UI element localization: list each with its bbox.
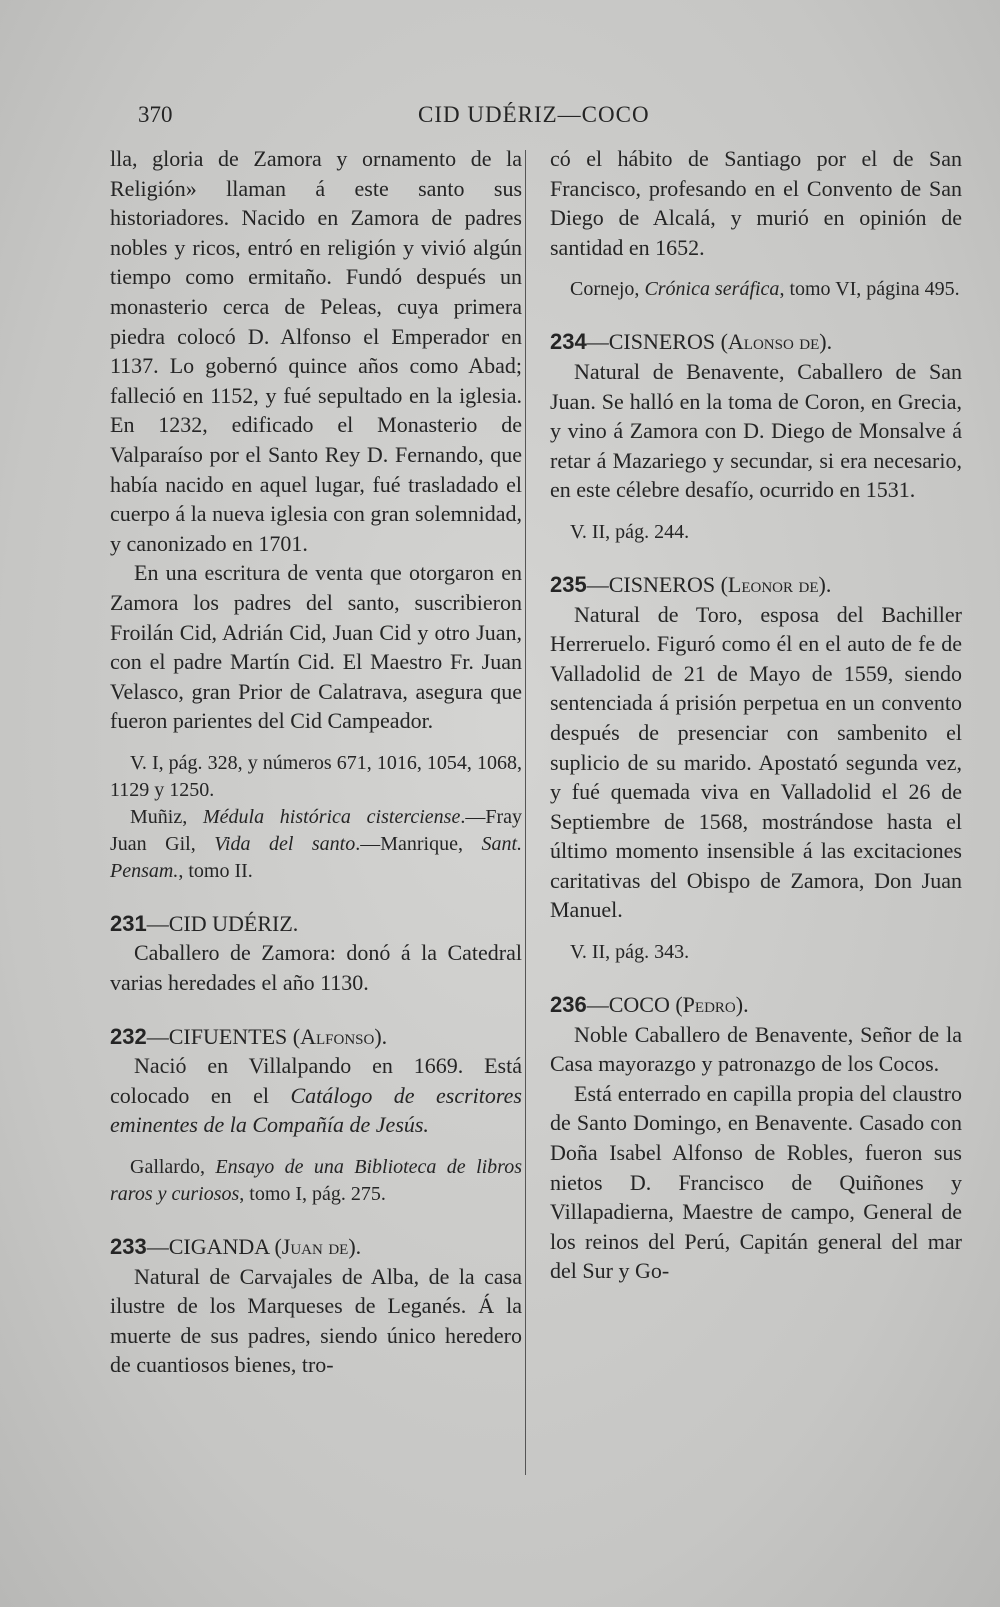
entry-heading-235: 235—CISNEROS (Leonor de). <box>550 571 832 597</box>
entry-text-232: Nació en Villalpando en 1669. Está colocado en el Catálogo de escritores eminentes de la Compañía de Jesús. <box>110 1053 522 1138</box>
entry-text-231: Caballero de Zamora: donó á la Catedral varias heredades el año 1130. <box>110 940 522 996</box>
paragraph: En una escritura de venta que otorgaron en Zamora los padres del santo, suscribieron Froilán Cid, Adrián Cid, Juan Cid y otro Juan, con el padre Martín Cid. El Maestro Fr. Juan Velasco, gran Prior de Calatrava, asegura que fueron parientes del Cid Campeador. <box>110 560 522 734</box>
paragraph-continued: có el hábito de Santiago por el de San Francisco, profesando en el Convento de San Diego de Alcalá, y murió en opinión de santidad en 1652. <box>550 146 962 260</box>
entry-heading-232: 232—CIFUENTES (Alfonso). <box>110 1023 388 1049</box>
reference-note: V. I, pág. 328, y números 671, 1016, 1054, 1068, 1129 y 1250. <box>110 751 522 801</box>
paragraph-continued: lla, gloria de Zamora y ornamento de la Religión» llaman á este santo sus historiadores. Nacido en Zamora de padres nobles y ricos, entró en religión y vivió algún tiempo como ermitaño. Fundó después un monasterio cerca de Peleas, cuya primera piedra colocó D. Alfonso el Emperador en 1137. Lo gobernó quince años como Abad; falleció en 1152, y fué sepultado en la iglesia. En 1232, edificado el Monasterio de Valparaíso por el Santo Rey D. Fernando, que había nacido en aquel lugar, fué trasladado el cuerpo á la nueva iglesia con gran solemnidad, y canonizado en 1701. <box>110 146 522 556</box>
entry-text-236: Está enterrado en capilla propia del claustro de Santo Domingo, en Benavente. Casado con Doña Isabel Alfonso de Robles, fueron sus nietos D. Francisco de Quiñones y Villapadierna, Maestre de campo, General de los reinos del Perú, Capitán general del mar del Sur y Go- <box>550 1080 962 1284</box>
entry-text-236: Noble Caballero de Benavente, Señor de la Casa mayorazgo y patronazgo de los Cocos. <box>550 1021 962 1077</box>
reference-note: V. II, pág. 343. <box>570 941 690 964</box>
running-head: CID UDÉRIZ—COCO <box>418 102 650 127</box>
entry-heading-233: 233—CIGANDA (Juan de). <box>110 1234 362 1260</box>
page-number: 370 <box>138 102 173 127</box>
entry-heading-234: 234—CISNEROS (Alonso de). <box>550 329 833 355</box>
reference-note: Muñiz, Médula histórica cisterciense.—Fray Juan Gil, Vida del santo.—Manrique, Sant. Pensam., tomo II. <box>110 805 523 882</box>
reference-note: Cornejo, Crónica seráfica, tomo VI, página 495. <box>570 278 960 301</box>
page-header <box>0 102 1000 136</box>
entry-text-235: Natural de Toro, esposa del Bachiller Herreruelo. Figuró como él en el auto de fe de Valladolid de 21 de Mayo de 1559, siendo sentenciada á prisión perpetua en un convento después de presenciar con sambenito el suplicio de su marido. Apostató segunda vez, y fué quemada viva en Valladolid el 26 de Septiembre de 1568, mostrándose hasta el último momento insensible á las excitaciones caritativas del Obispo de Zamora, Don Juan Manuel. <box>550 601 962 923</box>
right-column <box>550 144 962 1286</box>
left-column <box>110 144 522 1380</box>
entry-heading-236: 236—COCO (Pedro). <box>550 992 749 1018</box>
entry-heading-231: 231—CID UDÉRIZ. <box>110 910 299 936</box>
column-divider <box>525 150 526 1475</box>
reference-note: Gallardo, Ensayo de una Biblioteca de libros raros y curiosos, tomo I, pág. 275. <box>110 1156 522 1206</box>
entry-text-233: Natural de Carvajales de Alba, de la casa ilustre de los Marqueses de Leganés. Á la muerte de sus padres, siendo único heredero de cuantiosos bienes, tro- <box>110 1263 522 1378</box>
entry-text-234: Natural de Benavente, Caballero de San Juan. Se halló en la toma de Coron, en Grecia, y vino á Zamora con D. Diego de Monsalve á retar á Mazariego y secundar, si era necesario, en este célebre desafío, ocurrido en 1531. <box>550 358 962 503</box>
reference-note: V. II, pág. 244. <box>570 520 690 543</box>
